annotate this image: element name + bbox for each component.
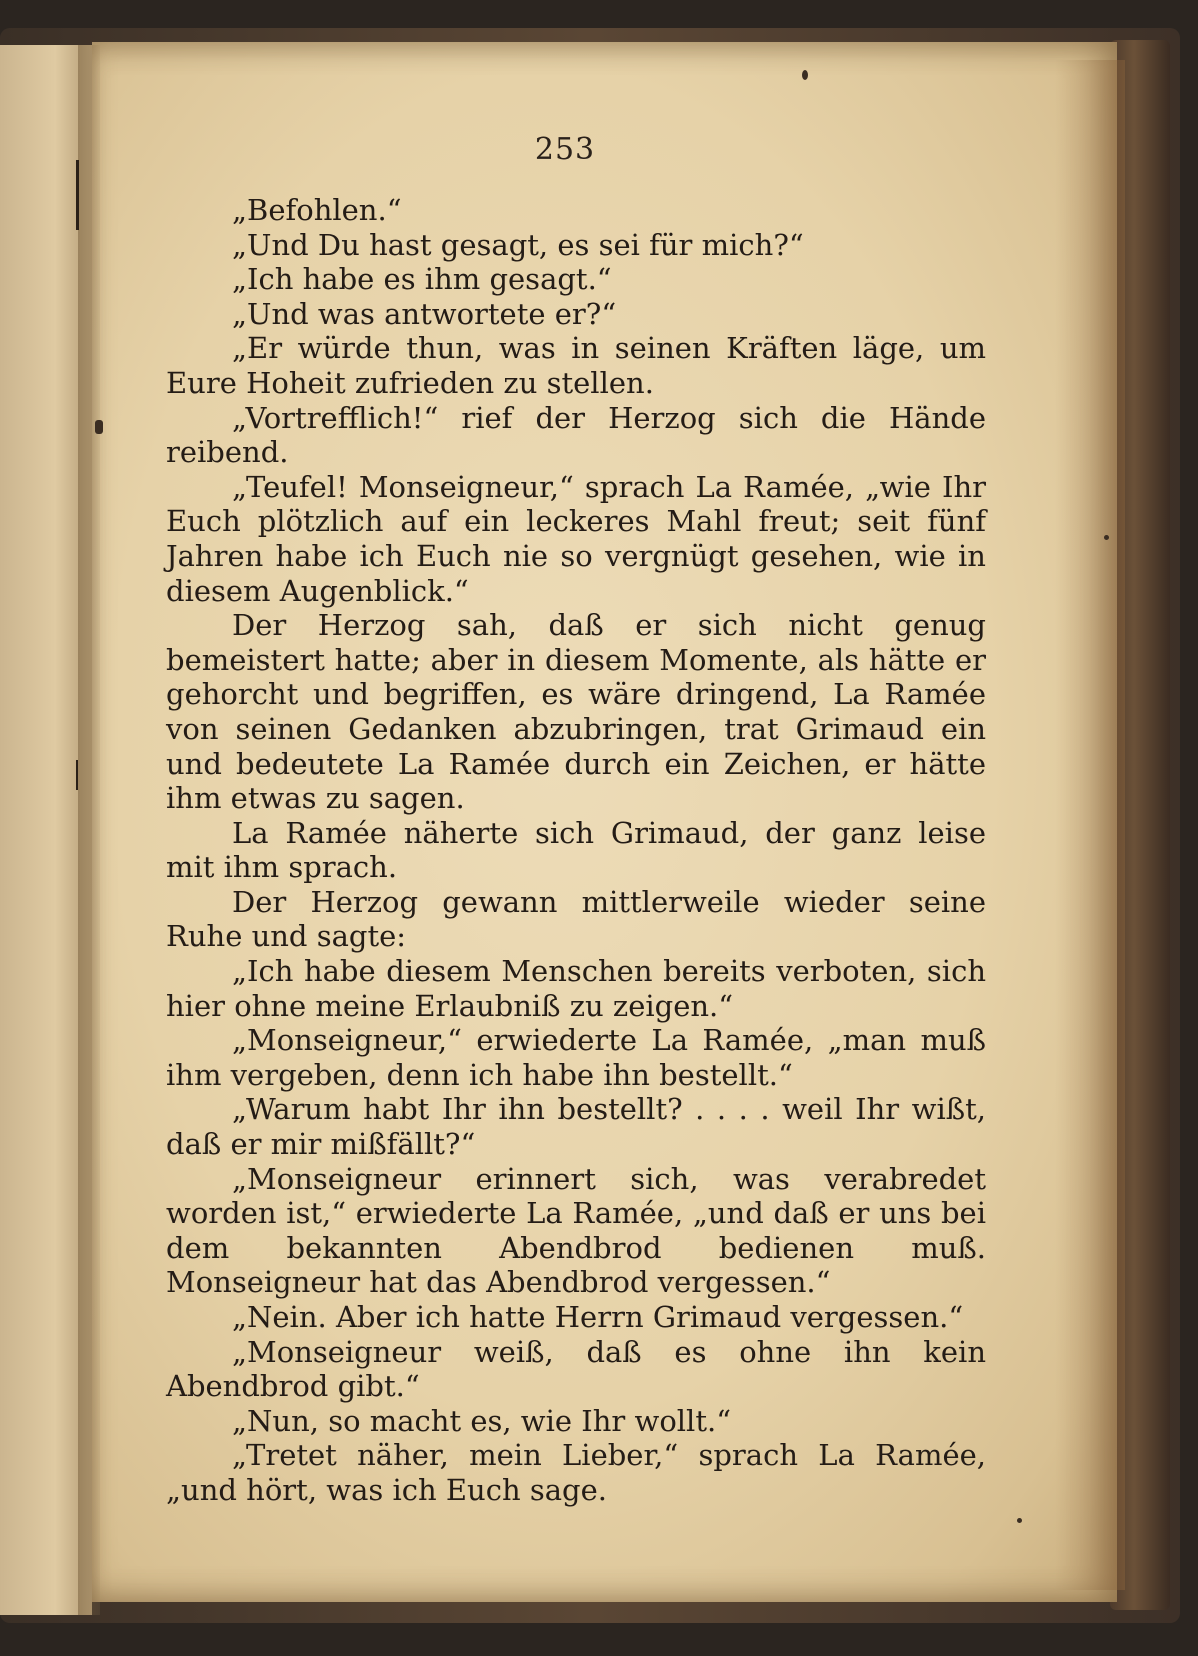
paragraph: „Tretet näher, mein Lieber,“ sprach La Ramée, „und hört, was ich Euch sage. [166, 1438, 986, 1507]
page-number: 253 [534, 132, 596, 167]
ink-speck [1104, 535, 1109, 540]
paragraph: „Monseigneur,“ erwiederte La Ramée, „man muß ihm vergeben, denn ich habe ihn bestellt.“ [166, 1023, 986, 1092]
paragraph: „Befohlen.“ [232, 193, 402, 227]
paragraph: „Monseigneur erinnert sich, was verabredet worden ist,“ erwiederte La Ramée, „und daß er uns bei dem bekannten Abendbrod bedienen muß. Monseigneur hat das Abendbrod vergessen.“ [166, 1161, 986, 1300]
paragraph: „Vortrefflich!“ rief der Herzog sich die Hände reibend. [166, 400, 986, 470]
gutter-mark [76, 160, 79, 230]
gutter-mark [76, 760, 78, 790]
page-text [166, 193, 986, 1508]
ink-speck [95, 420, 103, 434]
paragraph: „Monseigneur weiß, daß es ohne ihn kein Abendbrod gibt.“ [166, 1334, 986, 1404]
paragraph: Der Herzog sah, daß er sich nicht genug bemeistert hatte; aber in diesem Momente, als hätte er gehorcht und begriffen, es wäre dringend, La Ramée von seinen Gedanken abzubringen, trat Grimaud ein und bedeutete La Ramée durch ein Zeichen, er hätte ihm etwas zu sagen. [166, 608, 986, 816]
paragraph: „Und Du hast gesagt, es sei für mich?“ [232, 227, 804, 262]
paragraph: „Warum habt Ihr ihn bestellt? . . . . weil Ihr wißt, daß er mir mißfällt?“ [166, 1092, 986, 1162]
paragraph: „Ich habe es ihm gesagt.“ [232, 262, 612, 297]
paragraph: „Teufel! Monseigneur,“ sprach La Ramée, „wie Ihr Euch plötzlich auf ein leckeres Mahl freut; seit fünf Jahren habe ich Euch nie so vergnügt gesehen, wie in diesem Augenblick.“ [166, 469, 986, 608]
paragraph: „Er würde thun, was in seinen Kräften läge, um Eure Hoheit zufrieden zu stellen. [166, 331, 986, 400]
book-gutter [78, 45, 100, 1615]
paragraph: La Ramée näherte sich Grimaud, der ganz leise mit ihm sprach. [166, 815, 986, 885]
paragraph: „Und was antwortete er?“ [232, 296, 617, 331]
paragraph: Der Herzog gewann mittlerweile wieder seine Ruhe und sagte: [166, 884, 986, 954]
page-edge-stain [1055, 60, 1125, 1590]
paragraph: „Nun, so macht es, wie Ihr wollt.“ [232, 1403, 732, 1438]
paragraph: „Nein. Aber ich hatte Herrn Grimaud vergessen.“ [232, 1300, 964, 1334]
ink-speck [802, 70, 808, 80]
paragraph: „Ich habe diesem Menschen bereits verboten, sich hier ohne meine Erlaubniß zu zeigen.“ [166, 954, 986, 1023]
ink-speck [1017, 1518, 1022, 1523]
